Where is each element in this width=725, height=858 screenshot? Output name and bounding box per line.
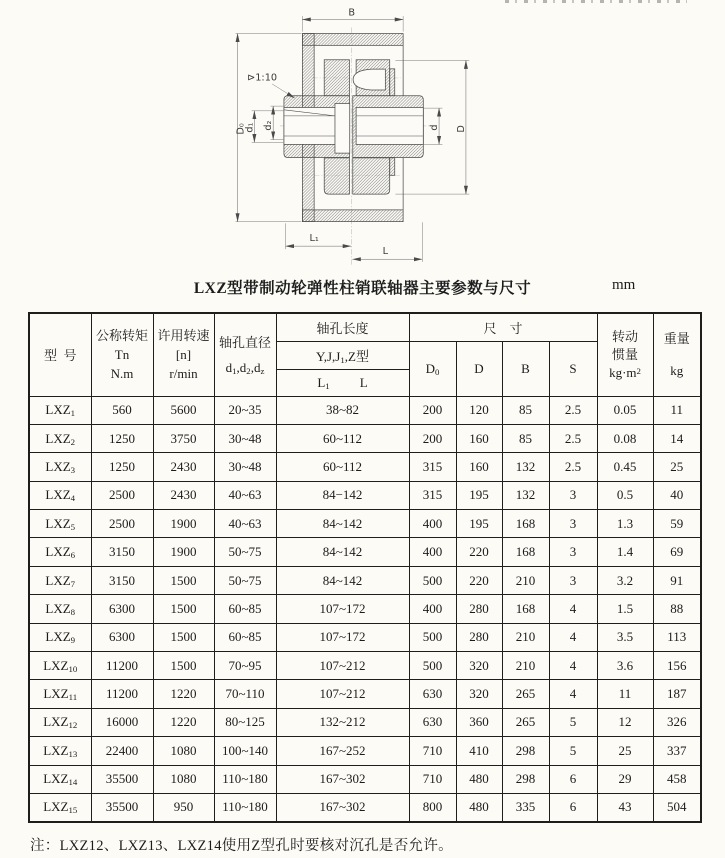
value-cell: 11200 — [91, 680, 153, 708]
model-cell: $LXZ_5$ — [29, 510, 91, 538]
cutoff-text-remnant — [505, 0, 687, 3]
value-cell: 5 — [549, 708, 597, 736]
value-cell: 30~48 — [214, 424, 276, 452]
model-cell: $LXZ_6$ — [29, 538, 91, 566]
value-cell: 1900 — [153, 538, 214, 566]
value-cell: 167~252 — [276, 737, 409, 765]
value-cell: 16000 — [91, 708, 153, 736]
value-cell: 400 — [409, 538, 456, 566]
unit-label: mm — [612, 277, 636, 293]
model-cell: $LXZ_9$ — [29, 623, 91, 651]
value-cell: 1250 — [91, 424, 153, 452]
value-cell: 110~180 — [214, 793, 276, 821]
value-cell: 710 — [409, 737, 456, 765]
value-cell: 6300 — [91, 623, 153, 651]
value-cell: 1500 — [153, 595, 214, 623]
col-header-weight: 重量 kg — [653, 313, 701, 396]
parameter-table — [28, 312, 702, 823]
value-cell: 85 — [502, 396, 549, 424]
value-cell: 280 — [456, 595, 502, 623]
table-row — [29, 538, 701, 566]
col-header-bore-length: 轴孔长度 — [276, 313, 409, 341]
value-cell: 107~172 — [276, 623, 409, 651]
dimension-L1 — [286, 223, 351, 249]
value-cell: 1.5 — [597, 595, 653, 623]
value-cell: 480 — [456, 765, 502, 793]
value-cell: 5 — [549, 737, 597, 765]
value-cell: 298 — [502, 737, 549, 765]
value-cell: 22400 — [91, 737, 153, 765]
value-cell: 107~172 — [276, 595, 409, 623]
value-cell: 29 — [597, 765, 653, 793]
value-cell: 84−142 — [276, 481, 409, 509]
value-cell: 40~63 — [214, 481, 276, 509]
col-header-L1-L — [276, 369, 409, 396]
value-cell: 60~85 — [214, 595, 276, 623]
value-cell: 2.5 — [549, 396, 597, 424]
value-cell: 335 — [502, 793, 549, 821]
col-header-torque: 公称转矩Tn N.m — [91, 313, 153, 396]
value-cell: 84~142 — [276, 510, 409, 538]
hub-end-face — [335, 103, 350, 153]
model-cell: $LXZ_8$ — [29, 595, 91, 623]
taper-label: ⊳1:10 — [247, 72, 278, 84]
lower-flanges — [324, 158, 395, 194]
value-cell: 40 — [653, 481, 701, 509]
value-cell: 800 — [409, 793, 456, 821]
header-L1: $L_1$ — [317, 374, 330, 391]
value-cell: 168 — [502, 595, 549, 623]
dimension-B — [302, 7, 403, 31]
value-cell: 210 — [502, 566, 549, 594]
table-row — [29, 424, 701, 452]
model-cell: $LXZ_{10}$ — [29, 652, 91, 680]
value-cell: 20~35 — [214, 396, 276, 424]
value-cell: 70~110 — [214, 680, 276, 708]
value-cell: 160 — [456, 453, 502, 481]
value-cell: 132~212 — [276, 708, 409, 736]
dim-label-L: L — [382, 246, 389, 258]
header-L: L — [359, 374, 368, 390]
value-cell: 88 — [653, 595, 701, 623]
col-header-bore-diameter: 轴孔直径 $d_1,d_2,d_z$ — [214, 313, 276, 396]
value-cell: 315 — [409, 481, 456, 509]
value-cell: 4 — [549, 595, 597, 623]
value-cell: 11200 — [91, 652, 153, 680]
value-cell: 107~212 — [276, 680, 409, 708]
value-cell: 1080 — [153, 765, 214, 793]
value-cell: 360 — [456, 708, 502, 736]
value-cell: 265 — [502, 708, 549, 736]
value-cell: 35500 — [91, 765, 153, 793]
value-cell: 280 — [456, 623, 502, 651]
value-cell: 4 — [549, 680, 597, 708]
value-cell: 630 — [409, 680, 456, 708]
dim-label-d2: d₂ — [263, 120, 275, 131]
dimension-d2 — [263, 106, 283, 140]
col-header-D: D — [456, 341, 502, 396]
value-cell: 14 — [653, 424, 701, 452]
value-cell: 320 — [456, 680, 502, 708]
value-cell: 210 — [502, 623, 549, 651]
value-cell: 35500 — [91, 793, 153, 821]
table-row — [29, 453, 701, 481]
value-cell: 3 — [549, 510, 597, 538]
value-cell: 3 — [549, 566, 597, 594]
value-cell: 1250 — [91, 453, 153, 481]
value-cell: 25 — [653, 453, 701, 481]
model-cell: $LXZ_1$ — [29, 396, 91, 424]
col-header-D0: $D_0$ — [409, 341, 456, 396]
value-cell: 1080 — [153, 737, 214, 765]
value-cell: 326 — [653, 708, 701, 736]
value-cell: 1.3 — [597, 510, 653, 538]
col-header-dimensions: 尺 寸 — [409, 313, 597, 341]
value-cell: 3150 — [91, 566, 153, 594]
dim-label-d1: d₁ — [244, 122, 256, 133]
value-cell: 84~142 — [276, 566, 409, 594]
value-cell: 410 — [456, 737, 502, 765]
value-cell: 85 — [502, 424, 549, 452]
value-cell: 200 — [409, 396, 456, 424]
value-cell: 265 — [502, 680, 549, 708]
value-cell: 167~302 — [276, 793, 409, 821]
value-cell: 60~85 — [214, 623, 276, 651]
value-cell: 187 — [653, 680, 701, 708]
col-header-speed: 许用转速 [n] r/min — [153, 313, 214, 396]
value-cell: 195 — [456, 481, 502, 509]
value-cell: 4 — [549, 652, 597, 680]
page-title: LXZ型带制动轮弹性柱销联轴器主要参数与尺寸 — [193, 280, 532, 297]
value-cell: 6300 — [91, 595, 153, 623]
value-cell: 3 — [549, 481, 597, 509]
dim-label-d: d — [429, 124, 441, 131]
value-cell: 167~302 — [276, 765, 409, 793]
value-cell: 1220 — [153, 680, 214, 708]
value-cell: 210 — [502, 652, 549, 680]
value-cell: 0.5 — [597, 481, 653, 509]
value-cell: 1900 — [153, 510, 214, 538]
value-cell: 500 — [409, 623, 456, 651]
value-cell: 2430 — [153, 453, 214, 481]
value-cell: 4 — [549, 623, 597, 651]
value-cell: 560 — [91, 396, 153, 424]
value-cell: 168 — [502, 510, 549, 538]
value-cell: 950 — [153, 793, 214, 821]
table-body — [29, 396, 701, 822]
value-cell: 107~212 — [276, 652, 409, 680]
value-cell: 38~82 — [276, 396, 409, 424]
col-header-model: 型 号 — [29, 313, 91, 396]
value-cell: 50~75 — [214, 538, 276, 566]
value-cell: 298 — [502, 765, 549, 793]
value-cell: 50~75 — [214, 566, 276, 594]
value-cell: 100~140 — [214, 737, 276, 765]
value-cell: 2500 — [91, 510, 153, 538]
table-row — [29, 652, 701, 680]
coupling-section-drawing — [233, 0, 491, 272]
value-cell: 11 — [653, 396, 701, 424]
value-cell: 110~180 — [214, 765, 276, 793]
dim-label-L1: L₁ — [309, 233, 319, 245]
value-cell: 69 — [653, 538, 701, 566]
value-cell: 0.45 — [597, 453, 653, 481]
value-cell: 5600 — [153, 396, 214, 424]
value-cell: 80~125 — [214, 708, 276, 736]
value-cell: 1500 — [153, 652, 214, 680]
value-cell: 91 — [653, 566, 701, 594]
value-cell: 320 — [456, 652, 502, 680]
table-row — [29, 737, 701, 765]
model-cell: $LXZ_4$ — [29, 481, 91, 509]
table-row — [29, 595, 701, 623]
dim-label-D: D — [455, 125, 467, 133]
value-cell: 480 — [456, 793, 502, 821]
value-cell: 2.5 — [549, 424, 597, 452]
dim-label-B: B — [348, 7, 356, 19]
value-cell: 2430 — [153, 481, 214, 509]
left-hub — [284, 96, 350, 158]
value-cell: 84~142 — [276, 538, 409, 566]
value-cell: 30~48 — [214, 453, 276, 481]
table-row — [29, 396, 701, 424]
note-text: 注：LXZ12、LXZ13、LXZ14使用Z型孔时要核对沉孔是否允许。 — [30, 838, 453, 854]
value-cell: 1.4 — [597, 538, 653, 566]
model-cell: $LXZ_{15}$ — [29, 793, 91, 821]
value-cell: 3150 — [91, 538, 153, 566]
col-header-inertia: 转动 惯量 $kg\cdot m^2$ — [597, 313, 653, 396]
value-cell: 132 — [502, 481, 549, 509]
value-cell: 40~63 — [214, 510, 276, 538]
inertia-unit: $kg\cdot m^2$ — [609, 364, 641, 380]
value-cell: 120 — [456, 396, 502, 424]
value-cell: 3 — [549, 538, 597, 566]
value-cell: 195 — [456, 510, 502, 538]
value-cell: 156 — [653, 652, 701, 680]
value-cell: 400 — [409, 595, 456, 623]
value-cell: 60~112 — [276, 453, 409, 481]
table-row — [29, 566, 701, 594]
table-row — [29, 481, 701, 509]
model-cell: $LXZ_{13}$ — [29, 737, 91, 765]
table-row — [29, 793, 701, 821]
table-row — [29, 708, 701, 736]
value-cell: 458 — [653, 765, 701, 793]
value-cell: 6 — [549, 793, 597, 821]
value-cell: 25 — [597, 737, 653, 765]
value-cell: 1500 — [153, 566, 214, 594]
coupling-drawing-svg — [233, 0, 491, 272]
value-cell: 11 — [597, 680, 653, 708]
col-header-S: S — [549, 341, 597, 396]
right-hub — [353, 96, 424, 158]
dimension-d — [424, 108, 442, 144]
table-row — [29, 765, 701, 793]
value-cell: 160 — [456, 424, 502, 452]
model-cell: $LXZ_{11}$ — [29, 680, 91, 708]
table-row — [29, 623, 701, 651]
dimension-L — [352, 222, 422, 262]
value-cell: 400 — [409, 510, 456, 538]
model-cell: $LXZ_{12}$ — [29, 708, 91, 736]
value-cell: 2500 — [91, 481, 153, 509]
value-cell: 113 — [653, 623, 701, 651]
model-cell: $LXZ_2$ — [29, 424, 91, 452]
value-cell: 3.6 — [597, 652, 653, 680]
value-cell: 337 — [653, 737, 701, 765]
value-cell: 3.5 — [597, 623, 653, 651]
value-cell: 710 — [409, 765, 456, 793]
bore-dia-symbols: $d_1,d_2,d_z$ — [225, 359, 265, 376]
model-cell: $LXZ_3$ — [29, 453, 91, 481]
dim-label-D0: D₀ — [235, 123, 247, 135]
col-header-B: B — [502, 341, 549, 396]
model-cell: $LXZ_{14}$ — [29, 765, 91, 793]
value-cell: 504 — [653, 793, 701, 821]
value-cell: 43 — [597, 793, 653, 821]
value-cell: 59 — [653, 510, 701, 538]
value-cell: 12 — [597, 708, 653, 736]
value-cell: 315 — [409, 453, 456, 481]
value-cell: 500 — [409, 652, 456, 680]
value-cell: 220 — [456, 566, 502, 594]
value-cell: 0.05 — [597, 396, 653, 424]
value-cell: 220 — [456, 538, 502, 566]
value-cell: 132 — [502, 453, 549, 481]
value-cell: 3.2 — [597, 566, 653, 594]
elastic-pin — [353, 69, 385, 90]
value-cell: 500 — [409, 566, 456, 594]
value-cell: 630 — [409, 708, 456, 736]
table-row — [29, 680, 701, 708]
model-cell: $LXZ_7$ — [29, 566, 91, 594]
value-cell: 70~95 — [214, 652, 276, 680]
taper-callout — [247, 73, 295, 98]
value-cell: 200 — [409, 424, 456, 452]
value-cell: 6 — [549, 765, 597, 793]
value-cell: 0.08 — [597, 424, 653, 452]
value-cell: 3750 — [153, 424, 214, 452]
table-row — [29, 510, 701, 538]
col-header-bore-types: $Y,J,J_1,Z$型 — [276, 341, 409, 369]
value-cell: 60~112 — [276, 424, 409, 452]
value-cell: 2.5 — [549, 453, 597, 481]
value-cell: 168 — [502, 538, 549, 566]
value-cell: 1220 — [153, 708, 214, 736]
upper-flanges — [324, 60, 395, 96]
value-cell: 1500 — [153, 623, 214, 651]
